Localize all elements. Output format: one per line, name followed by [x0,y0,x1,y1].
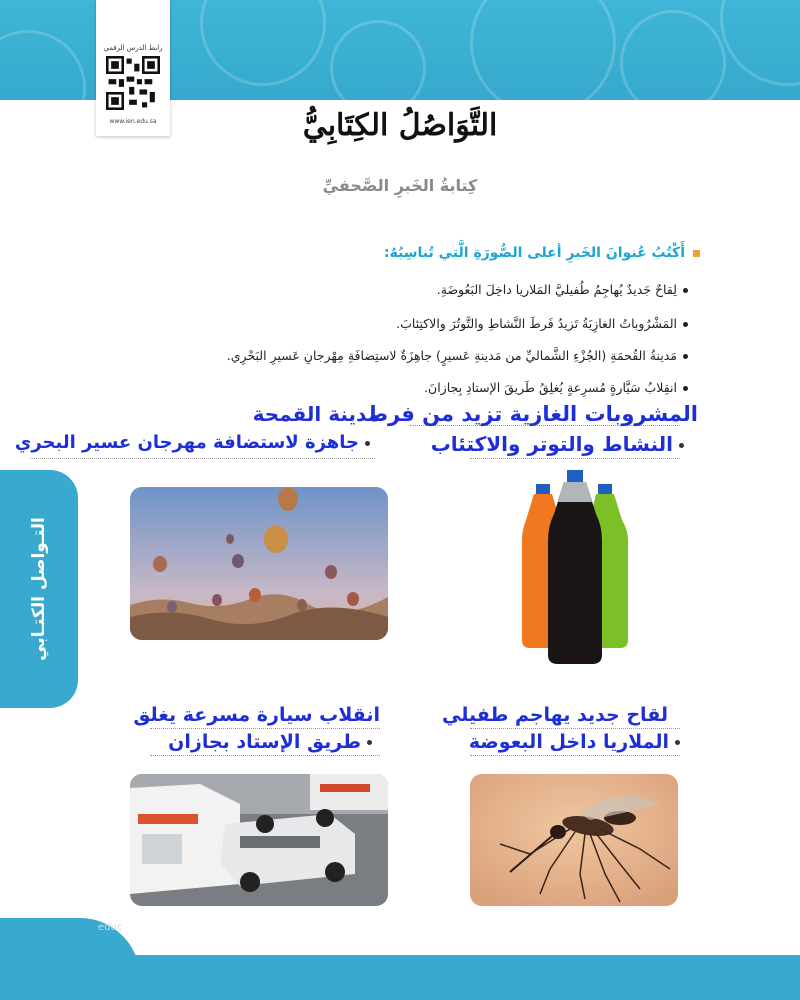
side-tab-label: التـواصل الكتـابي [29,517,49,661]
option-item [396,316,688,331]
answer-line [470,755,680,756]
watermark: educ [98,922,123,933]
option-text: انقِلابُ سَيَّارةٍ مُسرِعةٍ يُغلِقُ طَريقَ الإستادِ بِجازانَ. [424,380,677,395]
square-bullet-icon [693,250,700,257]
bullet-icon [675,740,680,745]
option-text: مَدينةُ القُحمَةِ (الجُزْءِ الشَّماليِّ من مَدينةِ عَسيرٍ) جاهِزَةٌ لاستِضافَةِ مِهْرجانِ عَسيرِ البَحْرِي. [226,348,677,363]
answer-mosquito-line1[interactable]: لقاح جديد يهاجم طفيلي [442,704,668,726]
qr-code-icon[interactable] [106,56,160,110]
option-item [227,348,688,363]
answer-line [30,458,375,459]
bullet-icon [367,740,372,745]
page-title: التَّوَاصُلُ الكِتَابِيُّ [302,108,498,143]
soda-bottles-image [508,470,646,670]
answer-balloons-line1[interactable]: مدينة القمحة [252,402,380,426]
answer-line [470,458,680,459]
balloons-image [130,487,388,640]
instruction-text: أَكْتُبُ عُنوانَ الخَبرِ أعلى الصُّورَةِ الَّتي تُناسِبُهُ: [383,245,685,261]
bullet-icon [683,386,688,391]
answer-mosquito-line2[interactable] [469,731,680,753]
answer-balloons-line2[interactable] [15,432,370,453]
option-item [424,380,688,395]
answer-accident-line1[interactable]: انقلاب سيارة مسرعة يغلق [133,704,380,726]
answer-accident-line2[interactable] [168,731,372,753]
option-text: المَشْرُوباتُ الغازِيَةُ تَزيدُ فَرطَ النَّشاطِ والتَّوتُرَ والاكتِئابَ. [396,316,677,331]
answer-mosquito-text: الملاريا داخل البعوضة [468,731,669,753]
answer-balloons-text: جاهزة لاستضافة مهرجان عسير البحري [14,432,359,453]
bullet-icon [365,441,370,446]
answer-soda-text: النشاط والتوتر والاكتئاب [430,432,673,456]
bullet-icon [683,354,688,359]
mosquito-image [470,774,678,906]
answer-soda-line2[interactable] [431,432,684,456]
instruction [384,245,700,261]
page-subtitle: كِتابةُ الخَبرِ الصَّحفيِّ [322,176,478,195]
answer-accident-text: طريق الإستاد بجازان [168,731,361,753]
soda-photo [508,470,646,670]
bullet-icon [679,443,684,448]
option-item [437,282,688,297]
accident-photo [130,774,388,906]
bullet-icon [683,288,688,293]
answer-line [470,728,680,729]
mosquito-photo [470,774,678,906]
footer-band [0,955,800,1000]
qr-label: رابط الدرس الرقمي [103,44,163,52]
qr-url[interactable]: www.ien.edu.sa [109,118,157,125]
option-text: لِقاحٌ جَديدٌ يُهاجِمُ طُفيليَّ المَلاريا داخِلَ البَعُوضَةِ. [436,282,677,297]
answer-line [150,728,380,729]
bullet-icon [683,322,688,327]
answer-soda-line1[interactable]: المشروبات الغازية تزيد من فرط [366,402,698,426]
accident-image [130,774,388,906]
answer-line [150,755,380,756]
balloons-photo [130,487,388,640]
